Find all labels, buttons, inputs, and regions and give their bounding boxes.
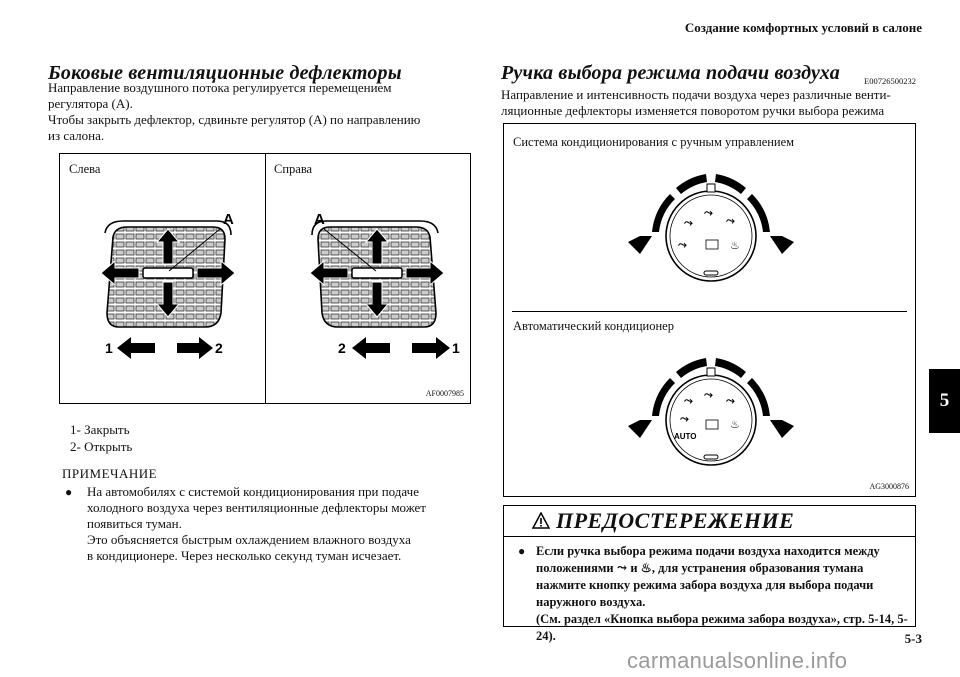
face-mode-icon: ⤳: [684, 217, 693, 229]
foot-defrost-icon: ⤳: [678, 239, 687, 251]
auto-mode-dial: [616, 342, 806, 494]
bullet-icon: ●: [65, 485, 73, 499]
figure-code-left: AF0007985: [425, 389, 464, 398]
note-line: в кондиционере. Через несколько секунд туман исчезает.: [87, 548, 402, 563]
foot-mode-icon: ⤳: [726, 215, 735, 227]
auto-label: AUTO: [674, 432, 697, 441]
dial-knob: [666, 191, 756, 281]
warning-line: Если ручка выбора режима подачи воздуха находится между: [536, 544, 880, 558]
manual-mode-dial: [616, 158, 806, 310]
label-auto: Автоматический кондиционер: [513, 319, 674, 333]
label-manual: Система кондиционирования с ручным управлением: [513, 135, 795, 149]
right-para-line: ляционные дефлекторы изменяется поворотом ручки выбора режима: [501, 103, 885, 118]
legend-item: [70, 421, 132, 438]
vent-knob-a: [143, 268, 193, 278]
note-line: Это объясняется быстрым охлаждением влажного воздуха: [87, 532, 411, 547]
defrost-icon: ♨: [640, 561, 652, 575]
note-line: холодного воздуха через вентиляционные дефлекторы может: [87, 500, 426, 515]
section-header: Создание комфортных условий в салоне: [684, 20, 922, 35]
warning-body: [518, 543, 915, 645]
left-para-line: Чтобы закрыть дефлектор, сдвиньте регулятор (A) по направлению: [48, 112, 421, 127]
note-line: появиться туман.: [87, 516, 182, 531]
dial-indicator: [704, 455, 718, 459]
note-block: [62, 466, 472, 564]
bullet-icon: ●: [518, 544, 526, 558]
num-1-right: 1: [452, 340, 460, 356]
page-number: 5-3: [904, 631, 922, 646]
warning-bullet: [518, 543, 915, 645]
label-right: Справа: [274, 162, 313, 176]
vent-knob-a: [352, 268, 402, 278]
defrost-icon: ♨: [730, 419, 740, 431]
warning-line: [536, 560, 915, 577]
right-title: Ручка выбора режима подачи воздуха: [501, 62, 840, 84]
num-2-right: 2: [338, 340, 346, 356]
left-title: Боковые вентиляционные дефлекторы: [48, 62, 402, 84]
dial-figure: [503, 123, 916, 497]
num-2-left: 2: [215, 340, 223, 356]
left-para-line: Направление воздушного потока регулируется перемещением: [48, 80, 392, 95]
warning-title: ПРЕДОСТЕРЕЖЕНИЕ: [556, 508, 795, 533]
chapter-tab[interactable]: 5: [929, 369, 960, 433]
section-code: E00726500232: [864, 76, 916, 86]
marker-a-left: A: [223, 211, 234, 228]
dial-pointer: [707, 368, 715, 376]
warning-text: положениями: [536, 561, 614, 575]
warning-text: и: [630, 561, 638, 575]
figure-divider: [265, 154, 266, 403]
label-left: Слева: [69, 162, 101, 176]
legend-text: Закрыть: [84, 422, 130, 437]
left-para-line: регулятора (A).: [48, 96, 133, 111]
right-paragraph: [501, 87, 891, 119]
vent-figure: [59, 153, 471, 404]
warning-line: (См. раздел «Кнопка выбора режима забора воздуха», стр. 5-14, 5-24).: [536, 612, 908, 643]
foot-defrost-icon: ⤳: [680, 413, 689, 425]
warning-triangle-icon: [532, 512, 550, 529]
warning-line: нажмите кнопку режима забора воздуха для выбора подачи: [536, 578, 874, 592]
foot-defrost-icon: ⤳: [616, 561, 628, 575]
bilevel-mode-icon: ⤳: [704, 207, 713, 219]
defrost-icon: ♨: [730, 240, 740, 252]
face-mode-icon: ⤳: [684, 395, 693, 407]
rear-defrost-icon: [706, 240, 718, 249]
note-line: На автомобилях с системой кондиционирования при подаче: [87, 484, 419, 499]
right-vent-illustration: [290, 209, 460, 369]
dial-indicator: [704, 271, 718, 275]
num-1-left: 1: [105, 340, 113, 356]
left-paragraph: [48, 80, 420, 144]
right-para-line: Направление и интенсивность подачи воздуха через различные венти-: [501, 87, 891, 102]
legend-text: Открыть: [84, 439, 133, 454]
dial-pointer: [707, 184, 715, 192]
warning-line: наружного воздуха.: [536, 595, 646, 609]
note-title: ПРИМЕЧАНИЕ: [62, 466, 158, 481]
rear-defrost-icon: [706, 420, 718, 429]
close-open-arrows-left: [105, 337, 223, 359]
legend: [70, 421, 132, 455]
legend-num: 1-: [70, 422, 81, 437]
figure-divider: [512, 311, 907, 312]
left-para-line: из салона.: [48, 128, 105, 143]
warning-text: , для устранения образования тумана: [651, 561, 864, 575]
bilevel-mode-icon: ⤳: [704, 389, 713, 401]
warning-header: [504, 506, 915, 537]
legend-item: [70, 438, 132, 455]
note-bullet: [62, 484, 472, 564]
left-vent-illustration: [95, 209, 265, 369]
foot-mode-icon: ⤳: [726, 395, 735, 407]
close-open-arrows-right: [338, 337, 460, 359]
watermark: carmanualsonline.info: [627, 648, 848, 673]
marker-a-right: A: [314, 211, 325, 228]
figure-code-right: AG3000876: [869, 482, 909, 491]
legend-num: 2-: [70, 439, 81, 454]
